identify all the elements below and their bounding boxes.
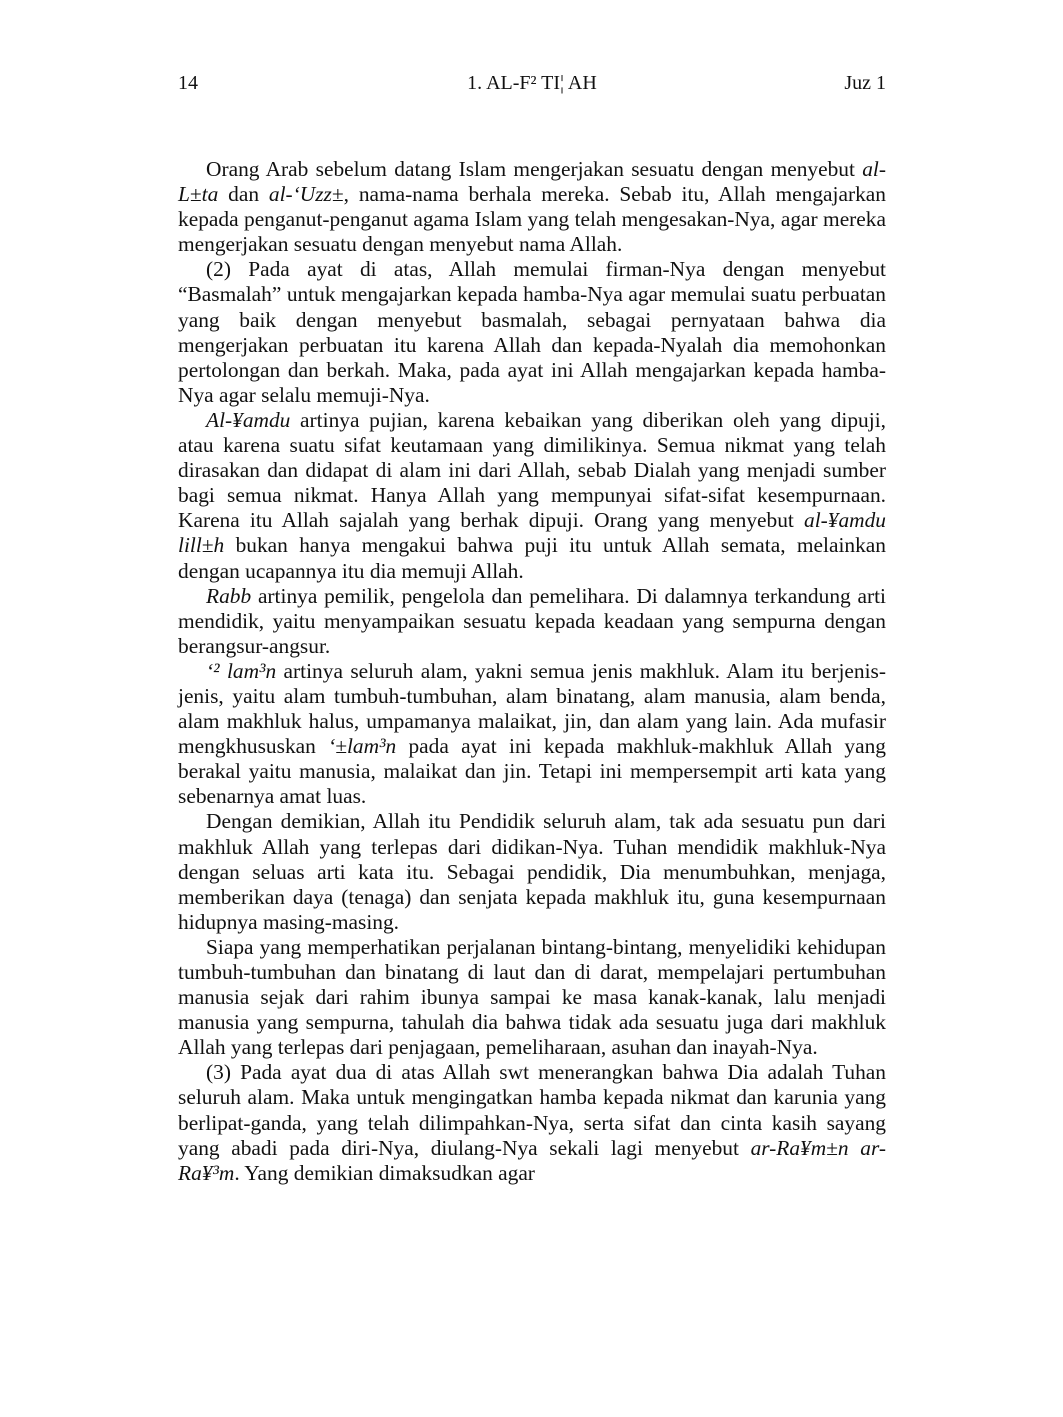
- paragraph: [178, 157, 886, 257]
- text-run: dan: [218, 182, 269, 207]
- paragraph: [178, 408, 886, 584]
- italic-term: al-¥amdu lill±h: [178, 508, 886, 558]
- juz-label: Juz 1: [844, 72, 886, 94]
- text-run: Siapa yang memperhatikan perjalanan bintang-bintang, menyelidiki kehidupan tumbuh-tumbuhan dan binatang di laut dan di darat, mempelajari pertumbuhan manusia sejak dari rahim ibunya sampai ke masa kanak-kanak, lalu menjadi manusia yang sempurna, tahulah dia bahwa tidak ada sesuatu juga dari makhluk Allah yang terlepas dari penjagaan, pemeliharaan, asuhan dan inayah-Nya.: [178, 934, 886, 1060]
- body-text: [178, 157, 886, 1186]
- text-run: Orang Arab sebelum datang Islam mengerjakan sesuatu dengan menyebut: [206, 157, 863, 181]
- text-run: bukan hanya mengakui bahwa puji itu untuk Allah semata, melainkan dengan ucapannya itu dia memuji Allah.: [178, 533, 886, 583]
- text-run: , nama-nama berhala mereka. Sebab itu, Allah mengajarkan kepada penganut-penganut agama Islam yang telah mengesakan-Nya, agar mereka mengerjakan sesuatu dengan menyebut nama Allah.: [178, 182, 886, 257]
- italic-term: Al-¥amdu: [206, 407, 291, 432]
- chapter-title: 1. AL-F² TI¦ AH: [467, 72, 597, 94]
- page-number: 14: [178, 72, 198, 94]
- paragraph: [178, 584, 886, 659]
- paragraph: [178, 257, 886, 408]
- text-run: pada ayat ini kepada makhluk-makhluk Allah yang berakal yaitu manusia, malaikat dan jin. Tetapi ini mempersempit arti kata yang sebenarnya amat luas.: [178, 734, 887, 809]
- italic-term: Rabb: [206, 583, 252, 608]
- italic-term: ‘±lam³n: [328, 734, 397, 759]
- text-run: artinya seluruh alam, yakni semua jenis makhluk. Alam itu berjenis-jenis, yaitu alam tumbuh-tumbuhan, alam binatang, alam manusia, alam benda, alam makhluk halus, umpamanya malaikat, jin, dan alam yang lain. Ada mufasir mengkhususkan: [178, 658, 886, 759]
- text-run: (3) Pada ayat dua di atas Allah swt menerangkan bahwa Dia adalah Tuhan seluruh alam. Maka untuk mengingatkan hamba kepada nikmat dan karunia yang berlipat-ganda, yang telah dilimpahkan-Nya, serta sifat dan cinta kasih sayang yang abadi pada diri-Nya, diulang-Nya sekali lagi menyebut: [178, 1060, 886, 1160]
- text-run: artinya pujian, karena kebaikan yang diberikan oleh yang dipuji, atau karena suatu sifat keutamaan yang dimilikinya. Semua nikmat yang telah dirasakan dan didapat di alam ini dari Allah, sebab Dialah yang menjadi sumber bagi semua nikmat. Hanya Allah yang mempunyai sifat-sifat kesempurnaan. Karena itu Allah sajalah yang berhak dipuji. Orang yang menyebut: [178, 407, 886, 533]
- paragraph: [178, 935, 886, 1060]
- italic-term: al-‘Uzz±: [268, 182, 344, 207]
- paragraph: [178, 659, 886, 810]
- italic-term: ar-Ra¥m±n ar-Ra¥³m: [178, 1135, 886, 1185]
- italic-term: ‘² lam³n: [206, 658, 277, 683]
- paragraph: [178, 1060, 886, 1185]
- text-run: (2) Pada ayat di atas, Allah memulai firman-Nya dengan menyebut “Basmalah” untuk mengajarkan kepada hamba-Nya agar memulai suatu perbuatan yang baik dengan menyebut basmalah, sebagai pernyataan bahwa dia mengerjakan perbuatan itu karena Allah dan kepada-Nyalah dia memohonkan pertolongan dan berkah. Maka, pada ayat ini Allah mengajarkan kepada hamba-Nya agar selalu memuji-Nya.: [178, 257, 886, 407]
- paragraph: [178, 809, 886, 934]
- text-run: Dengan demikian, Allah itu Pendidik seluruh alam, tak ada sesuatu pun dari makhluk Allah yang terlepas dari didikan-Nya. Tuhan mendidik makhluk-Nya dengan seluas arti kata itu. Sebagai pendidik, Dia menumbuhkan, menjaga, memberikan daya (tenaga) dan senjata kepada makhluk itu, guna kesempurnaan hidupnya masing-masing.: [178, 809, 886, 934]
- text-run: artinya pemilik, pengelola dan pemelihara. Di dalamnya terkandung arti mendidik, yaitu menyampaikan sesuatu kepada keadaan yang sempurna dengan berangsur-angsur.: [178, 583, 886, 658]
- page-header: [178, 72, 886, 100]
- italic-term: al-L±ta: [178, 157, 886, 207]
- text-run: . Yang demikian dimaksudkan agar: [234, 1160, 535, 1185]
